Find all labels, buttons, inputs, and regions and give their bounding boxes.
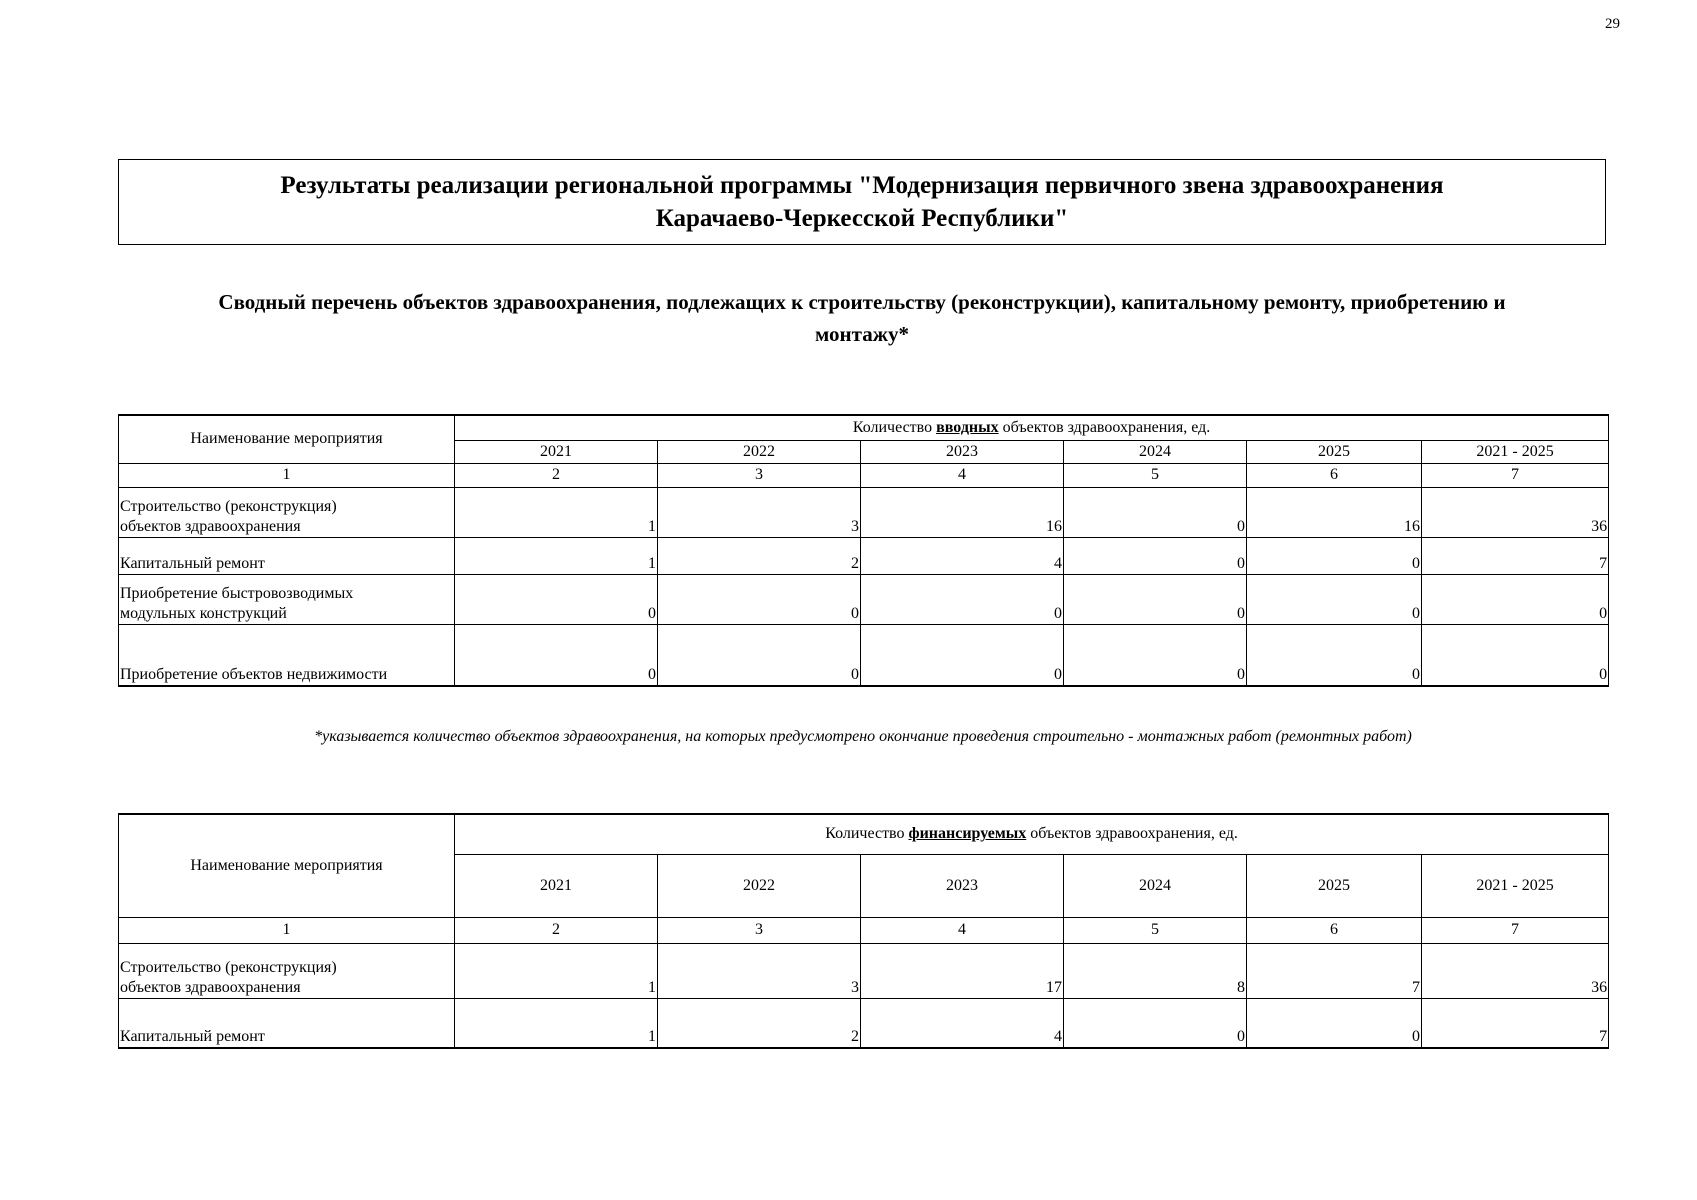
row-name: Строительство (реконструкция) объектов здравоохранения — [119, 943, 455, 998]
column-number: 3 — [658, 463, 861, 487]
table-cell: 0 — [658, 574, 861, 624]
table-cell: 0 — [1064, 624, 1247, 686]
name-column-header: Наименование мероприятия — [119, 814, 455, 917]
table-cell: 1 — [455, 943, 658, 998]
table-cell: 7 — [1247, 943, 1422, 998]
table-cell: 4 — [861, 537, 1064, 574]
column-number: 2 — [455, 463, 658, 487]
financed-objects-table — [118, 813, 1609, 1049]
table-cell: 8 — [1064, 943, 1247, 998]
group-header-keyword: вводных — [936, 418, 999, 436]
year-header: 2021 — [455, 854, 658, 917]
title-line-2: Карачаево-Черкесской Республики" — [655, 205, 1069, 232]
table-row — [119, 487, 1609, 537]
table-cell: 16 — [861, 487, 1064, 537]
subtitle-line-2: монтажу* — [815, 322, 909, 346]
table-cell: 0 — [1247, 624, 1422, 686]
column-number: 5 — [1064, 917, 1247, 943]
table-row — [119, 998, 1609, 1048]
year-header: 2021 - 2025 — [1422, 440, 1609, 463]
year-header: 2021 — [455, 440, 658, 463]
table-row — [119, 943, 1609, 998]
table-cell: 0 — [455, 624, 658, 686]
table-row — [119, 537, 1609, 574]
table-cell: 3 — [658, 943, 861, 998]
year-header: 2025 — [1247, 854, 1422, 917]
table-cell: 0 — [1247, 574, 1422, 624]
column-number: 7 — [1422, 463, 1609, 487]
row-name: Строительство (реконструкция) объектов здравоохранения — [119, 487, 455, 537]
year-header: 2022 — [658, 440, 861, 463]
table-cell: 0 — [1064, 998, 1247, 1048]
page-number: 29 — [1605, 16, 1620, 32]
table-cell: 0 — [1247, 998, 1422, 1048]
year-header: 2023 — [861, 440, 1064, 463]
year-header: 2021 - 2025 — [1422, 854, 1609, 917]
year-header: 2022 — [658, 854, 861, 917]
table-cell: 0 — [1064, 574, 1247, 624]
name-column-header: Наименование мероприятия — [119, 415, 455, 463]
table-cell: 0 — [1422, 624, 1609, 686]
table-cell: 16 — [1247, 487, 1422, 537]
year-header: 2024 — [1064, 854, 1247, 917]
table-cell: 36 — [1422, 943, 1609, 998]
footnote: *указывается количество объектов здравоохранения, на которых предусмотрено окончание проведения строительно - монтажных работ (ремонтных работ) — [314, 728, 1412, 745]
table-row — [119, 624, 1609, 686]
document-title — [118, 159, 1606, 245]
table-cell: 0 — [1064, 487, 1247, 537]
year-header: 2024 — [1064, 440, 1247, 463]
group-header: Количество финансируемых объектов здравоохранения, ед. — [455, 814, 1609, 854]
column-number: 3 — [658, 917, 861, 943]
table-cell: 36 — [1422, 487, 1609, 537]
table-cell: 7 — [1422, 998, 1609, 1048]
commissioned-objects-table — [118, 414, 1609, 687]
table-cell: 1 — [455, 487, 658, 537]
group-header-keyword: финансируемых — [908, 825, 1027, 843]
column-number: 5 — [1064, 463, 1247, 487]
title-line-1: Результаты реализации региональной программы "Модернизация первичного звена здравоохранения — [280, 172, 1444, 199]
table-cell: 2 — [658, 998, 861, 1048]
table-cell: 0 — [1247, 537, 1422, 574]
row-name: Приобретение объектов недвижимости — [119, 624, 455, 686]
table-cell: 17 — [861, 943, 1064, 998]
row-name: Капитальный ремонт — [119, 537, 455, 574]
column-number: 7 — [1422, 917, 1609, 943]
document-subtitle — [118, 286, 1606, 350]
column-number: 2 — [455, 917, 658, 943]
column-number: 1 — [119, 463, 455, 487]
table-cell: 4 — [861, 998, 1064, 1048]
table-row — [119, 574, 1609, 624]
year-header: 2025 — [1247, 440, 1422, 463]
group-header: Количество вводных объектов здравоохранения, ед. — [455, 415, 1609, 440]
table-cell: 3 — [658, 487, 861, 537]
row-name: Приобретение быстровозводимых модульных конструкций — [119, 574, 455, 624]
table-cell: 0 — [861, 574, 1064, 624]
column-number: 4 — [861, 463, 1064, 487]
subtitle-line-1: Сводный перечень объектов здравоохранения, подлежащих к строительству (реконструкции), капитальному ремонту, приобретению и — [218, 290, 1506, 314]
column-number: 4 — [861, 917, 1064, 943]
table-cell: 1 — [455, 537, 658, 574]
table-cell: 0 — [455, 574, 658, 624]
row-name: Капитальный ремонт — [119, 998, 455, 1048]
table-cell: 0 — [861, 624, 1064, 686]
table-cell: 2 — [658, 537, 861, 574]
column-number: 1 — [119, 917, 455, 943]
table-cell: 0 — [1422, 574, 1609, 624]
table-cell: 0 — [1064, 537, 1247, 574]
column-number: 6 — [1247, 463, 1422, 487]
year-header: 2023 — [861, 854, 1064, 917]
table-cell: 7 — [1422, 537, 1609, 574]
table-cell: 0 — [658, 624, 861, 686]
table-cell: 1 — [455, 998, 658, 1048]
column-number: 6 — [1247, 917, 1422, 943]
